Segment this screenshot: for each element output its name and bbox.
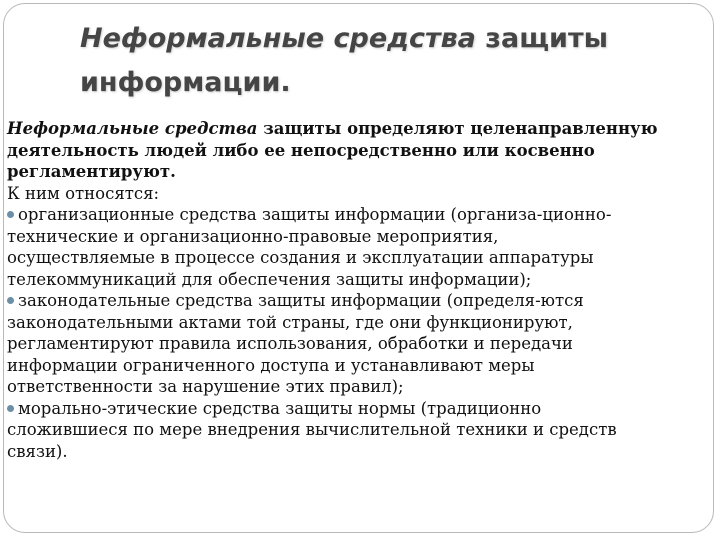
list-item [7,290,714,398]
bullet-text: законодательные средства защиты информации (определя-ются [18,291,584,310]
bullet-line: осуществляемые в процессе создания и эксплуатации аппаратуры [7,248,594,267]
bullet-icon [7,297,14,304]
title-line-2: информации. [80,67,291,98]
bullet-line: сложившиеся по мере внедрения вычислительной техники и средств [7,420,617,439]
title-line-1 [80,17,700,61]
intro-line-3: регламентируют. [7,162,176,181]
bullet-line [7,398,714,420]
bullet-line: регламентируют правила использования, обработки и передачи [7,334,573,353]
intro-emphasis: Неформальные средства [7,119,258,138]
bullet-line: технические и организационно-правовые мероприятия, [7,226,499,246]
bullet-icon [7,211,14,218]
slide-title [80,17,700,105]
bullet-line: связи). [7,441,68,461]
list-item [7,398,714,463]
bullet-line [7,290,714,312]
bullet-line: законодательными актами той страны, где они функционируют, [7,312,573,332]
intro-line-2: деятельность людей либо ее непосредственно или косвенно [7,140,595,160]
lead-in-text [7,183,714,205]
bullet-text: организационные средства защиты информации (организа-ционно- [18,205,612,224]
title-emphasis: Неформальные средства [80,23,476,54]
intro-line-1-rest: защиты определяют целенаправленную [257,119,658,138]
list-item [7,204,714,290]
bullet-text: морально-этические средства защиты нормы (традиционно [18,398,542,418]
bullet-line [7,204,714,226]
bullet-line: телекоммуникаций для обеспечения защиты информации); [7,269,532,289]
lead-in-line: К ним относятся: [7,183,160,203]
title-rest: защиты [475,23,609,54]
bullet-line: ответственности за нарушение этих правил); [7,377,404,396]
bullet-icon [7,405,14,412]
slide-body [7,118,714,462]
intro-line-1 [7,118,714,140]
intro-paragraph [7,118,714,183]
bullet-line: информации ограниченного доступа и устанавливают меры [7,355,535,375]
